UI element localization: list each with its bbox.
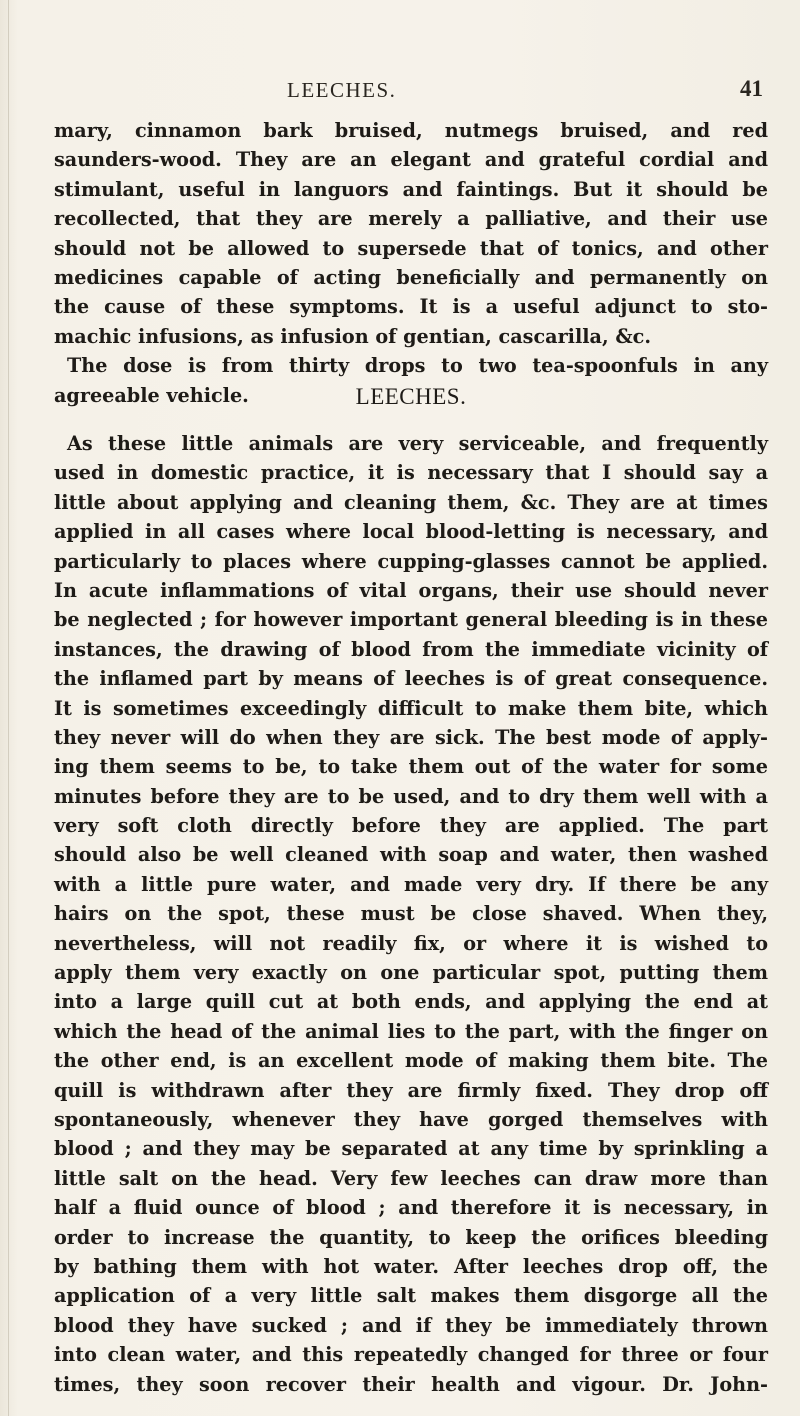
text-line: order to increase the quantity, to keep the orifices bleeding	[54, 1225, 768, 1249]
text-line: saunders-wood. They are an elegant and grateful cordial and	[54, 148, 768, 172]
text-line: machic infusions, as infusion of gentian, cascarilla, &c.	[54, 324, 652, 348]
paragraph-leeches	[54, 429, 768, 1399]
text-line: blood they have sucked ; and if they be immediately thrown	[54, 1313, 768, 1337]
text-line: applied in all cases where local blood-letting is necessary, and	[54, 520, 768, 544]
text-block-top	[54, 116, 768, 410]
text-line: As these little animals are very serviceable, and frequently	[67, 432, 768, 455]
text-line: little salt on the head. Very few leeches can draw more than	[54, 1166, 768, 1190]
text-line: hairs on the spot, these must be close shaved. When they,	[54, 902, 768, 926]
text-line: the other end, is an excellent mode of making them bite. The	[54, 1049, 768, 1073]
text-line: they never will do when they are sick. The best mode of apply-	[54, 725, 768, 749]
text-line: spontaneously, whenever they have gorged themselves with	[54, 1107, 768, 1131]
text-line: which the head of the animal lies to the part, with the finger on	[54, 1019, 768, 1043]
text-line: instances, the drawing of blood from the immediate vicinity of	[54, 637, 768, 661]
text-line: particularly to places where cupping-glasses cannot be applied.	[54, 549, 768, 573]
text-line: half a fluid ounce of blood ; and therefore it is necessary, in	[54, 1196, 768, 1220]
text-line: It is sometimes exceedingly difficult to make them bite, which	[54, 696, 768, 720]
text-line: into a large quill cut at both ends, and applying the end at	[54, 990, 768, 1014]
text-line: medicines capable of acting beneficially and permanently on	[54, 265, 768, 289]
text-line: the inflamed part by means of leeches is of great consequence.	[54, 667, 768, 691]
text-line: be neglected ; for however important general bleeding is in these	[54, 608, 768, 632]
text-line: The dose is from thirty drops to two tea-spoonfuls in any	[67, 354, 768, 378]
text-line: agreeable vehicle.	[54, 383, 249, 407]
text-line: used in domestic practice, it is necessary that I should say a	[54, 461, 768, 485]
text-line: minutes before they are to be used, and to dry them well with a	[54, 784, 768, 808]
page-number: 41	[740, 76, 763, 101]
text-line: ing them seems to be, to take them out of the water for some	[54, 755, 768, 779]
text-line: recollected, that they are merely a palliative, and their use	[54, 207, 768, 231]
text-line: with a little pure water, and made very dry. If there be any	[54, 872, 768, 896]
text-block-leeches	[54, 429, 768, 1399]
page-gutter-edge	[8, 0, 9, 1416]
text-line: little about applying and cleaning them, &c. They are at times	[54, 490, 768, 514]
running-head: LEECHES.	[287, 78, 397, 102]
text-line: apply them very exactly on one particular spot, putting them	[54, 961, 768, 985]
text-line: mary, cinnamon bark bruised, nutmegs bruised, and red	[54, 119, 768, 142]
text-line: nevertheless, will not readily fix, or where it is wished to	[54, 931, 768, 955]
text-line: the cause of these symptoms. It is a useful adjunct to sto-	[54, 295, 768, 319]
text-line: stimulant, useful in languors and faintings. But it should be	[54, 177, 768, 201]
paragraph-continuation	[54, 116, 768, 351]
text-line: into clean water, and this repeatedly changed for three or four	[54, 1343, 768, 1367]
text-line: by bathing them with hot water. After leeches drop off, the	[54, 1254, 768, 1278]
section-heading: LEECHES.	[355, 384, 467, 409]
text-line: application of a very little salt makes them disgorge all the	[54, 1284, 768, 1308]
text-line: should not be allowed to supersede that of tonics, and other	[54, 236, 768, 260]
text-line: times, they soon recover their health and vigour. Dr. John-	[54, 1372, 768, 1396]
text-line: blood ; and they may be separated at any time by sprinkling a	[54, 1137, 768, 1161]
text-line: very soft cloth directly before they are applied. The part	[54, 814, 768, 838]
text-line: quill is withdrawn after they are firmly fixed. They drop off	[54, 1078, 768, 1102]
text-line: should also be well cleaned with soap and water, then washed	[54, 843, 768, 867]
page-header	[0, 78, 800, 108]
text-line: In acute inflammations of vital organs, their use should never	[54, 578, 768, 602]
